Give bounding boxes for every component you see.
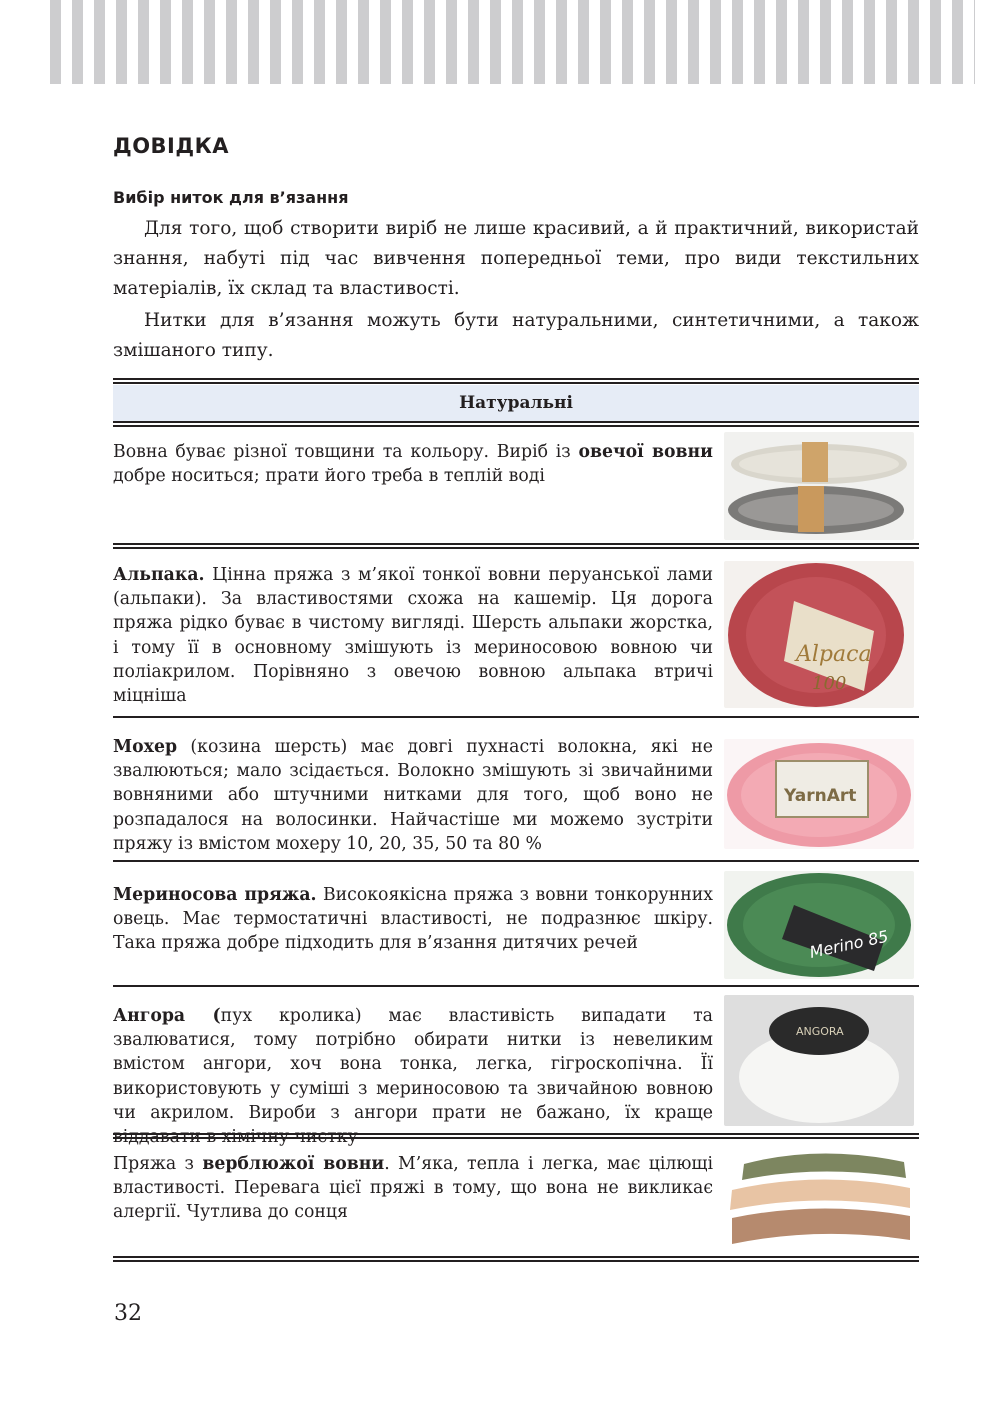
header-stripe-band [50, 0, 975, 84]
table-row-angora: Ангора (пух кролика) має властивість випадати та звалюватися, тому потрібно обирати нитки із невеликим вмістом ангори, хоч вона тонка, легка, гігроскопічна. Її використовують у суміші з мериносовою та звичайною вовною чи акрилом. Вироби з ангори прати не бажано, їх краще віддавати в хімічну чистку [113, 1006, 713, 1148]
row-divider [113, 860, 919, 862]
section-title: ДОВІДКА [113, 134, 229, 158]
svg-text:100: 100 [812, 673, 847, 694]
table-header-rule [113, 421, 919, 427]
intro-paragraph: Для того, щоб створити виріб не лише красивий, а й практичний, використай знання, набуті під час вивчення попередньої теми, про види текстильних матеріалів, їх склад та властивості. [113, 218, 919, 299]
table-header [113, 385, 919, 421]
row-divider [113, 985, 919, 987]
wool-yarn-image [724, 432, 914, 540]
table-top-rule [113, 378, 919, 384]
row-divider [113, 1133, 919, 1139]
svg-text:ANGORA: ANGORA [796, 1025, 844, 1038]
merino-yarn-image [724, 871, 914, 979]
svg-text:YarnArt: YarnArt [784, 786, 857, 806]
table-header-label: Натуральні [459, 393, 573, 413]
camel-wool-yarn-image [724, 1144, 914, 1252]
mohair-yarn-image [724, 739, 914, 849]
angora-yarn-image [724, 995, 914, 1126]
table-bottom-rule [113, 1256, 919, 1262]
svg-text:Alpaca: Alpaca [796, 642, 872, 667]
yarn-types-paragraph: Нитки для в’язання можуть бути натуральними, синтетичними, а також змішаного типу. [113, 310, 919, 361]
page-number: 32 [114, 1301, 142, 1326]
table-row-mohair: Мохер (козина шерсть) має довгі пухнасті волокна, які не звалюються; мало зсідається. Волокно змішують зі звичайними вовняними або штучними нитками для того, щоб воно не розпадалося на волосинки. Найчастіше ми можемо зустріти пряжу із вмістом мохеру 10, 20, 35, 50 та 80 % [113, 737, 713, 854]
table-row-alpaca: Альпака. Цінна пряжа з м’якої тонкої вовни перуанської лами (альпаки). За властивостями схожа на кашемір. Ця дорога пряжа рідко буває в чистому вигляді. Шерсть альпаки жорстка, і тому її в основному змішують із мериносовою вовною чи поліакрилом. Порівняно з овечою вовною альпака втричі міцніша [113, 565, 713, 707]
svg-text:Merino 85: Merino 85 [807, 926, 891, 962]
row-divider [113, 716, 919, 718]
row-divider [113, 543, 919, 549]
table-row-camel: Пряжа з верблюжої вовни. М’яка, тепла і легка, має цілющі властивості. Перевага цієї пряжі в тому, що вона не викликає алергії. Чутлива до сонця [113, 1154, 713, 1223]
table-row-wool: Вовна буває різної товщини та кольору. Виріб із овечої вовни добре носиться; прати його треба в теплій воді [113, 442, 714, 487]
subsection-title: Вибір ниток для в’язання [113, 188, 349, 207]
alpaca-yarn-image [724, 561, 914, 708]
table-row-merino: Мериносова пряжа. Високоякісна пряжа з вовни тонкорунних овець. Має термостатичні властивості, не подразнює шкіру. Така пряжа добре підходить для в’язання дитячих речей [113, 885, 713, 954]
